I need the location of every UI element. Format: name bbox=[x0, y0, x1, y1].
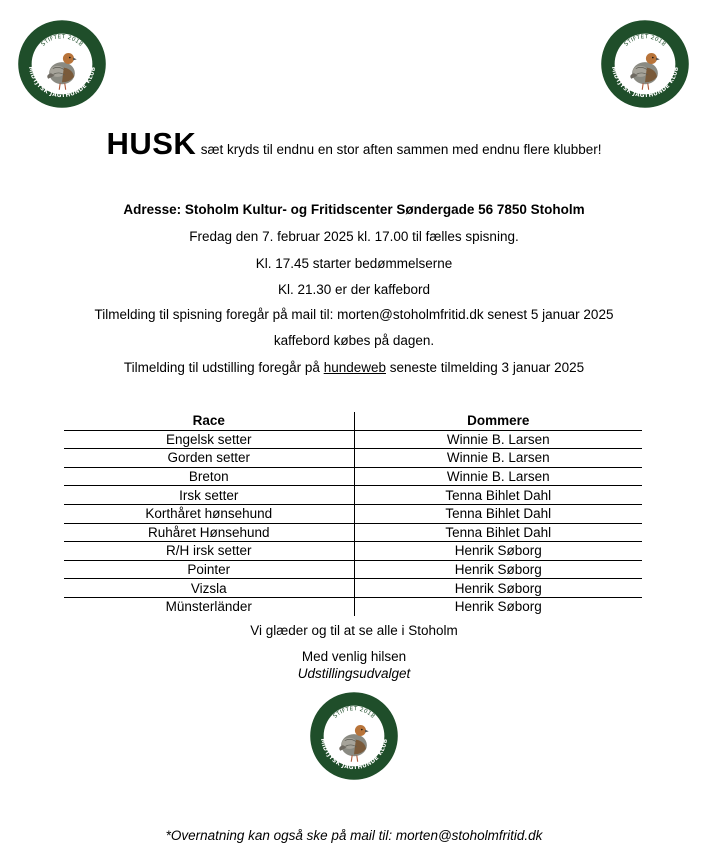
table-row bbox=[64, 579, 642, 598]
header-judges: Dommere bbox=[354, 412, 642, 430]
coffee-time: Kl. 21.30 er der kaffebord bbox=[277, 282, 431, 297]
judges-table-body bbox=[64, 430, 642, 615]
svg-text:STIFTET 2018: STIFTET 2018 bbox=[40, 34, 84, 48]
header-race: Race bbox=[64, 412, 354, 430]
table-header-row bbox=[64, 412, 642, 430]
club-logo-bottom bbox=[308, 690, 400, 782]
breed-cell: Ruhåret Hønsehund bbox=[64, 523, 354, 542]
judge-cell: Tenna Bihlet Dahl bbox=[354, 523, 642, 542]
table-row bbox=[64, 430, 642, 449]
club-logo-graphic bbox=[599, 18, 691, 110]
judge-cell: Henrik Søborg bbox=[454, 599, 542, 615]
coffee-note: kaffebord købes på dagen. bbox=[273, 333, 435, 348]
judge-cell: Henrik Søborg bbox=[354, 579, 642, 598]
svg-text:MIDTJYSK JAGTHUNDE KLUB: MIDTJYSK JAGTHUNDE KLUB bbox=[609, 66, 681, 100]
table-row bbox=[64, 542, 642, 561]
headline bbox=[0, 126, 708, 162]
breed-cell: Breton bbox=[64, 467, 354, 486]
dinner-time: Fredag den 7. februar 2025 kl. 17.00 til fælles spisning. bbox=[189, 229, 519, 244]
table-row bbox=[64, 504, 642, 523]
breed-cell: Engelsk setter bbox=[64, 430, 354, 449]
judge-cell: Henrik Søborg bbox=[354, 560, 642, 579]
judging-time: Kl. 17.45 starter bedømmelserne bbox=[255, 256, 453, 271]
judge-cell: Henrik Søborg bbox=[354, 542, 642, 561]
table-row bbox=[64, 449, 642, 468]
svg-text:MIDTJYSK JAGTHUNDE KLUB: MIDTJYSK JAGTHUNDE KLUB bbox=[318, 738, 390, 772]
footnote-text: *Overnatning kan også ske på mail til: morten@stoholmfritid.dk bbox=[165, 828, 543, 843]
table-row bbox=[64, 486, 642, 505]
breed-cell: Irsk setter bbox=[64, 486, 354, 505]
judge-cell: Winnie B. Larsen bbox=[354, 430, 642, 449]
table-row bbox=[64, 523, 642, 542]
breed-cell: Korthåret hønsehund bbox=[64, 504, 354, 523]
club-logo-graphic bbox=[16, 18, 108, 110]
breed-cell: Gorden setter bbox=[64, 449, 354, 468]
breed-cell: Pointer bbox=[64, 560, 354, 579]
address-line: Adresse: Stoholm Kultur- og Fritidscenter Søndergade 56 7850 Stoholm bbox=[123, 202, 585, 217]
regards-text: Med venlig hilsen bbox=[301, 649, 407, 664]
club-logo-top-right bbox=[599, 18, 691, 110]
closing-text: Vi glæder og til at se alle i Stoholm bbox=[250, 623, 458, 638]
husk-heading: HUSK bbox=[106, 126, 197, 161]
signer-text: Udstillingsudvalget bbox=[297, 666, 411, 681]
judge-cell: Winnie B. Larsen bbox=[354, 449, 642, 468]
judge-cell: Winnie B. Larsen bbox=[354, 467, 642, 486]
table-row bbox=[64, 467, 642, 486]
show-signup-before: Tilmelding til udstilling foregår på bbox=[123, 360, 324, 375]
svg-text:STIFTET 2018: STIFTET 2018 bbox=[332, 706, 376, 720]
breed-cell: Münsterländer bbox=[64, 597, 354, 615]
club-logo-graphic bbox=[308, 690, 400, 782]
show-signup bbox=[0, 360, 708, 375]
headline-text: sæt kryds til endnu en stor aften sammen med endnu flere klubber! bbox=[200, 142, 602, 157]
svg-text:STIFTET 2018: STIFTET 2018 bbox=[623, 34, 667, 48]
breed-cell: Vizsla bbox=[64, 579, 354, 598]
judge-cell: Tenna Bihlet Dahl bbox=[354, 486, 642, 505]
table-row bbox=[64, 597, 642, 615]
judges-table bbox=[64, 412, 642, 616]
judge-cell: Tenna Bihlet Dahl bbox=[354, 504, 642, 523]
club-logo-top-left bbox=[16, 18, 108, 110]
svg-text:MIDTJYSK JAGTHUNDE KLUB: MIDTJYSK JAGTHUNDE KLUB bbox=[26, 66, 98, 100]
dinner-signup: Tilmelding til spisning foregår på mail til: morten@stoholmfritid.dk senest 5 januar 2025 bbox=[94, 307, 614, 322]
hundeweb-link[interactable]: hundeweb bbox=[323, 360, 386, 375]
breed-cell: R/H irsk setter bbox=[64, 542, 354, 561]
show-signup-after: seneste tilmelding 3 januar 2025 bbox=[386, 360, 585, 375]
table-row bbox=[64, 560, 642, 579]
